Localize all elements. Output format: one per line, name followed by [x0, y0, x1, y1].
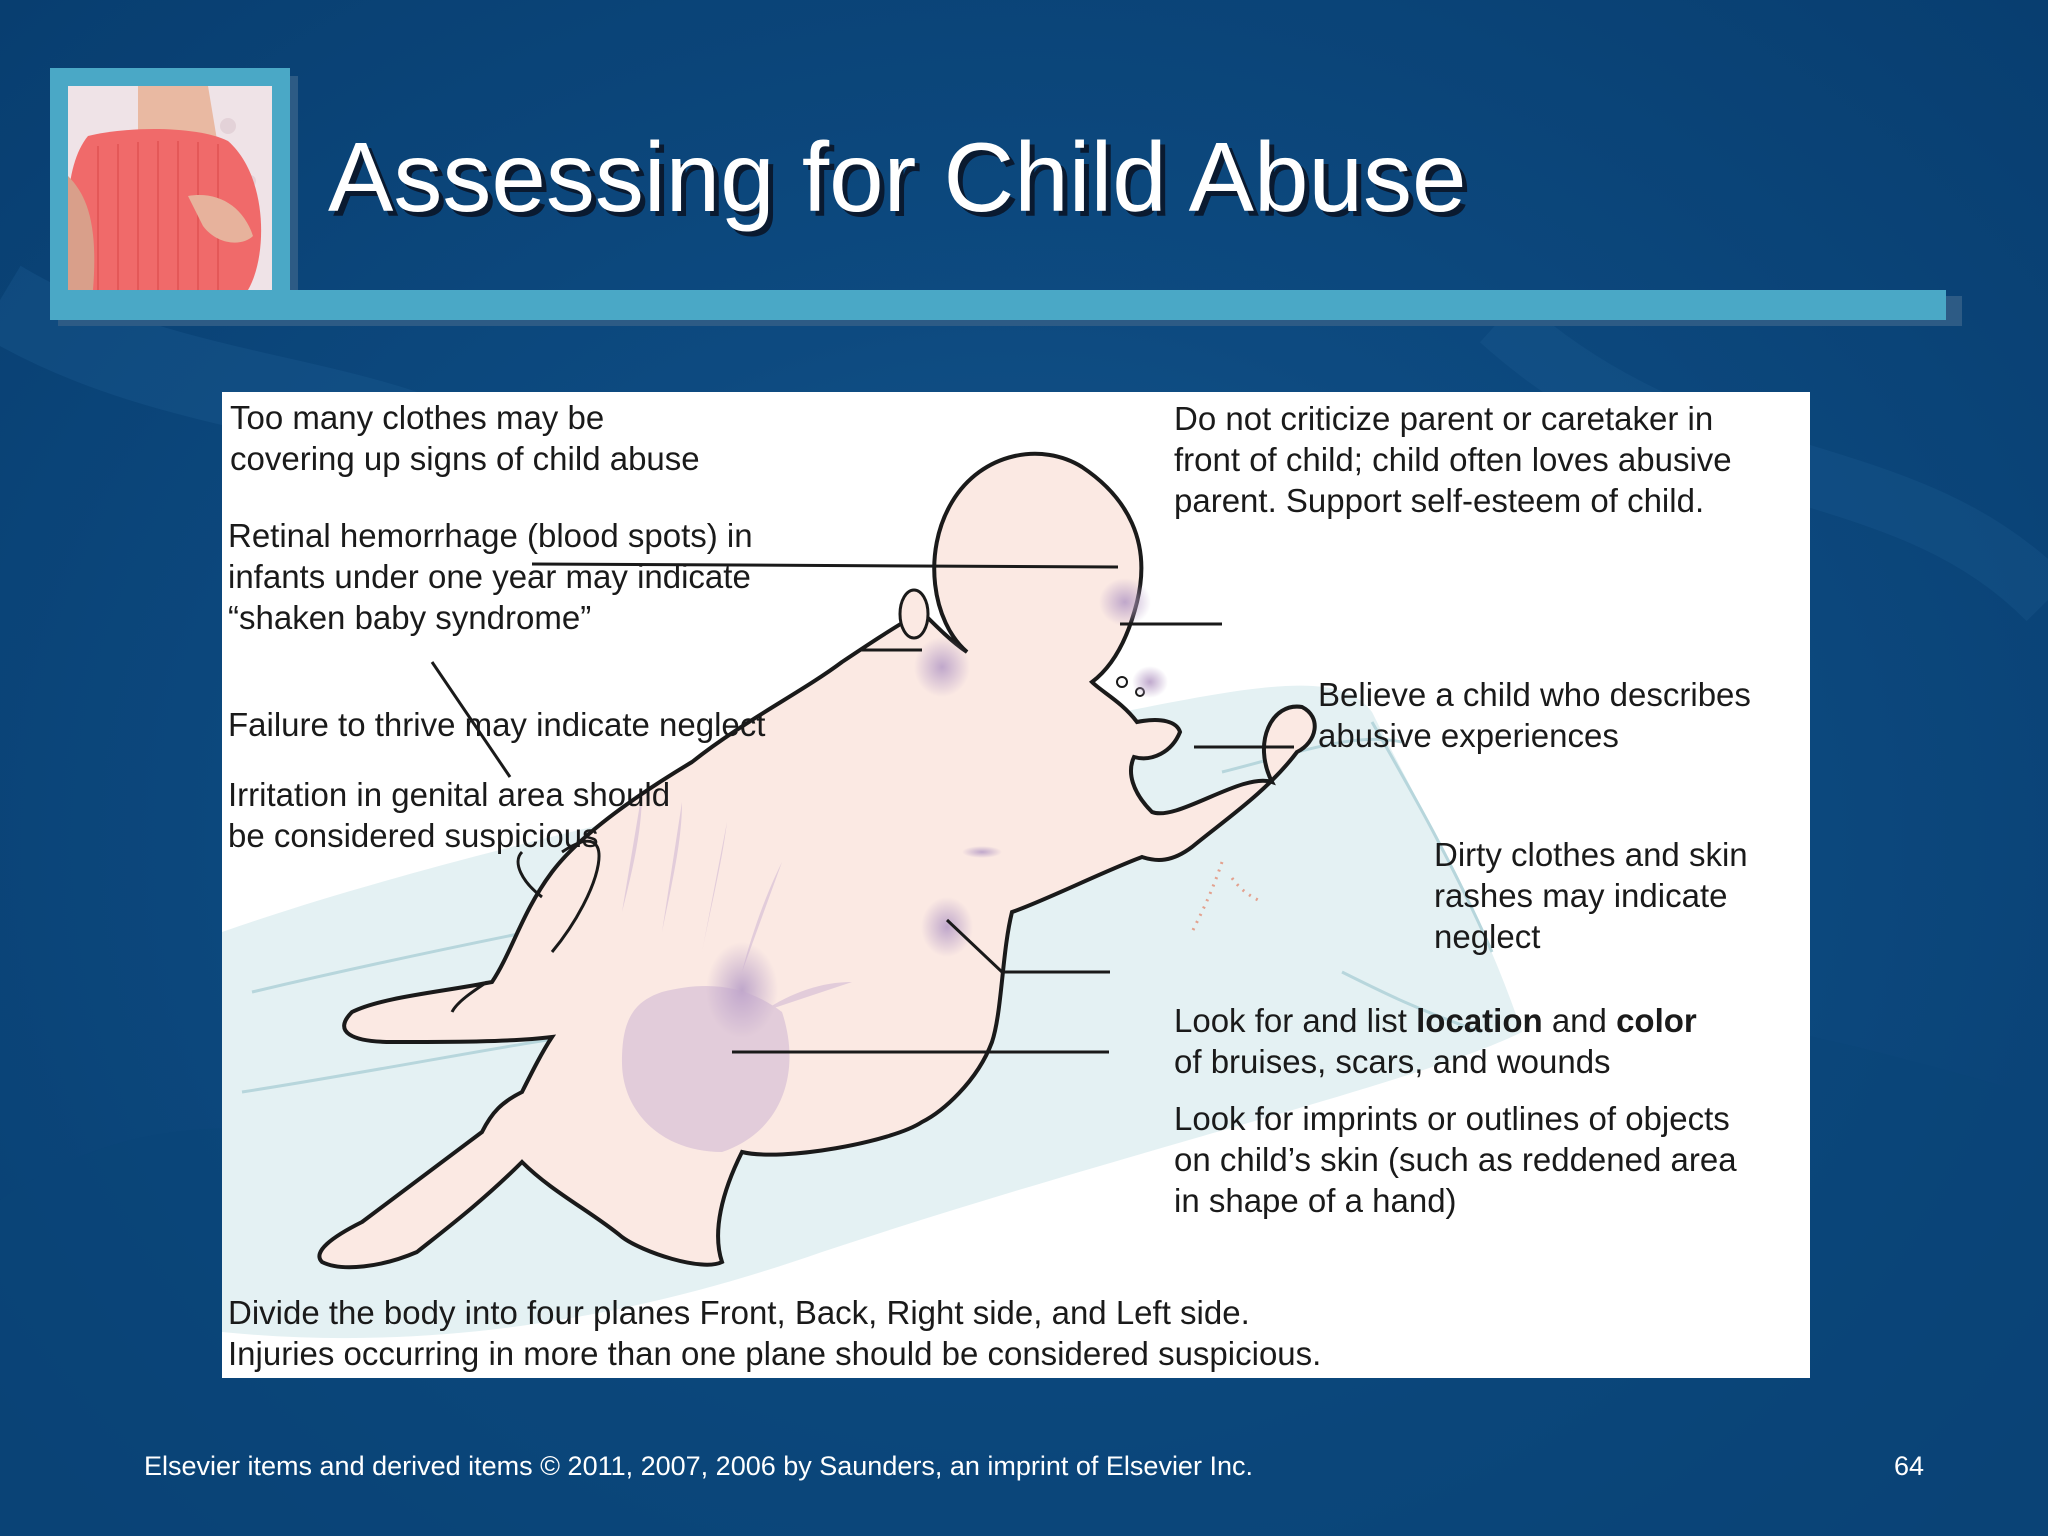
- title-bar: [50, 290, 1946, 320]
- label-bruises-location: location: [1416, 1002, 1543, 1039]
- pregnant-woman-photo: [68, 86, 272, 290]
- page-number: 64: [1893, 1451, 1924, 1481]
- label-do-not-criticize: Do not criticize parent or caretaker in front of child; child often loves abusive parent. Support self-esteem of child.: [1174, 400, 1732, 519]
- label-failure-to-thrive: Failure to thrive may indicate neglect: [228, 706, 766, 743]
- label-bruises-part-3: of bruises, scars, and wounds: [1174, 1043, 1611, 1080]
- label-too-many-clothes: Too many clothes may be covering up signs of child abuse: [230, 399, 700, 477]
- label-bruises-color: color: [1616, 1002, 1697, 1039]
- label-four-planes: Divide the body into four planes Front, Back, Right side, and Left side. Injuries occurring in more than one plane should be considered suspicious.: [228, 1294, 1322, 1372]
- label-retinal-hemorrhage: Retinal hemorrhage (blood spots) in infants under one year may indicate “shaken baby syndrome”: [228, 517, 753, 636]
- label-bruises: [1174, 1000, 1697, 1082]
- slide-title: Assessing for Child Abuse: [328, 122, 1467, 232]
- label-imprints: Look for imprints or outlines of objects on child’s skin (such as reddened area in shape of a hand): [1174, 1100, 1737, 1219]
- label-believe-child: Believe a child who describes abusive experiences: [1318, 676, 1751, 754]
- label-bruises-part-2: and: [1542, 1002, 1617, 1039]
- label-dirty-clothes: Dirty clothes and skin rashes may indicate neglect: [1434, 836, 1748, 955]
- label-genital-irritation: Irritation in genital area should be considered suspicious: [228, 776, 671, 854]
- label-bruises-part-1: Look for and list: [1174, 1002, 1417, 1039]
- copyright-footer: Elsevier items and derived items © 2011, 2007, 2006 by Saunders, an imprint of Elsevier Inc.: [144, 1451, 1253, 1481]
- figure-panel: [222, 392, 1810, 1378]
